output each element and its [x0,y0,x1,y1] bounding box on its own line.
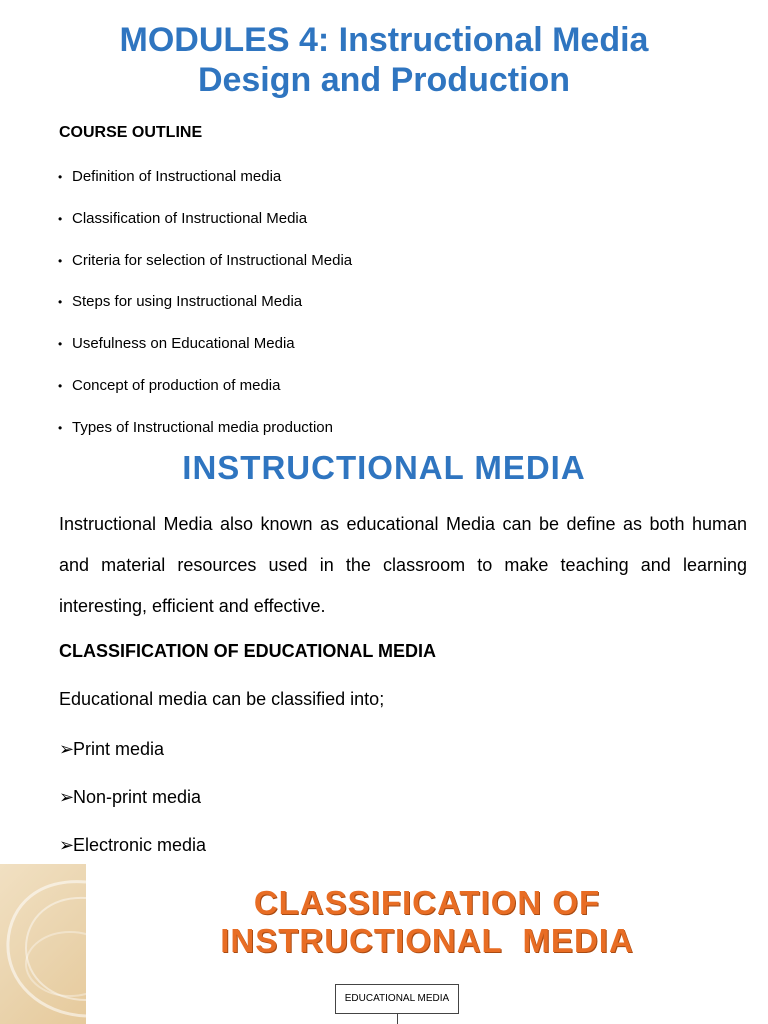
arrow-bullet-icon: ➢ [59,787,75,807]
diagram-title-line1: CLASSIFICATION OF [253,884,601,921]
diagram-connector-line [397,1014,398,1024]
bullet-icon: • [58,337,63,352]
media-type-list [59,737,206,864]
swirl-icon [0,864,86,1024]
list-item [58,250,352,292]
list-item-text: Definition of Instructional media [72,168,282,185]
list-item [58,208,352,250]
bullet-icon: • [58,295,63,310]
list-item [59,833,206,864]
list-item-text: Usefulness on Educational Media [72,335,295,353]
list-item [59,785,206,833]
diagram-title [86,884,768,960]
list-item-text: Non-print media [73,787,202,807]
list-item [58,291,352,333]
definition-paragraph: Instructional Media also known as educational Media can be define as both human and material resources used in the classroom to make teaching and learning interesting, efficient and effective. [59,514,747,616]
list-item-text: Concept of production of media [72,376,281,394]
diagram-title-line2: INSTRUCTIONAL MEDIA [220,922,634,959]
list-item-text: Criteria for selection of Instructional Media [72,251,353,269]
bullet-icon: • [58,378,63,393]
list-item [58,417,352,436]
list-item [59,737,206,785]
list-item-text: Classification of Instructional Media [72,209,308,227]
list-item-text: Electronic media [73,835,207,855]
module-title [0,20,768,100]
list-item [58,166,352,208]
bullet-icon: • [58,420,63,435]
decorative-swirl-panel [0,864,86,1024]
outline-list [58,166,352,436]
list-item-text: Types of Instructional media production [72,418,333,436]
classification-lead: Educational media can be classified into; [59,689,385,709]
module-title-line2: Design and Production [197,61,571,99]
arrow-bullet-icon: ➢ [59,835,75,855]
list-item-text: Steps for using Instructional Media [72,293,303,311]
module-title-line1: MODULES 4: Instructional Media [119,21,649,59]
classification-heading: CLASSIFICATION OF EDUCATIONAL MEDIA [59,641,436,661]
slide-title: INSTRUCTIONAL MEDIA [182,449,586,486]
course-outline-heading: COURSE OUTLINE [59,124,203,141]
bullet-icon: • [58,253,63,268]
list-item [58,375,352,417]
bullet-icon: • [58,211,63,226]
arrow-bullet-icon: ➢ [59,739,75,759]
slide-course-outline [0,0,768,436]
educational-media-node: EDUCATIONAL MEDIA [335,984,459,1014]
list-item-text: Print media [73,739,165,759]
bullet-icon: • [58,170,63,184]
list-item [58,333,352,375]
slide-classification-diagram [0,864,768,1024]
slide-instructional-media [0,436,768,864]
